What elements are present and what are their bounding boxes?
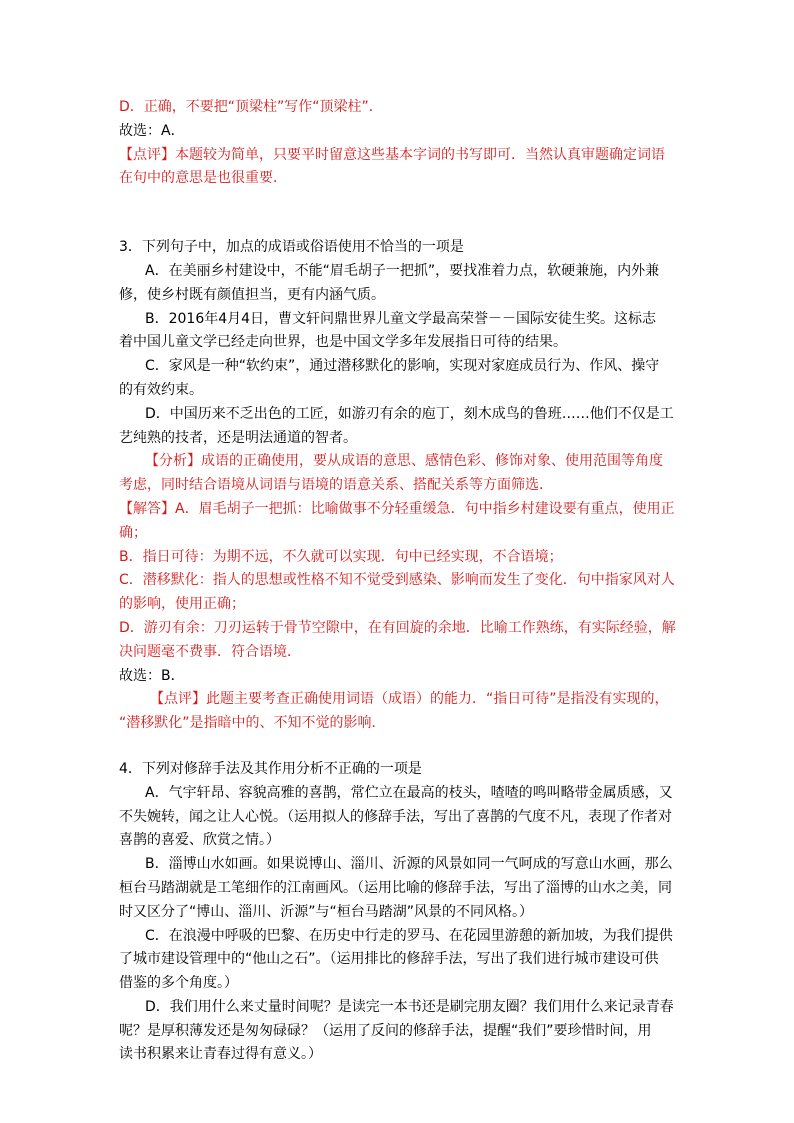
q3-option-a-line-2: 修，使乡村既有颜值担当，更有内涵气质。 — [119, 286, 385, 303]
q3-solution-a-line-1: 【解答】A．眉毛胡子一把抓：比喻做事不分轻重缓急．句中指乡村建设要有重点，使用正 — [119, 500, 675, 517]
q4-option-b-line-3: 时又区分了“博山、淄川、沂源”与“桓台马踏湖”风景的不同风格。） — [119, 903, 534, 920]
q3-stem: 3．下列句子中，加点的成语或俗语使用不恰当的一项是 — [119, 239, 464, 256]
q3-comment-line-1: 【点评】此题主要考查正确使用词语（成语）的能力．“指日可待”是指没有实现的， — [150, 691, 669, 708]
q4-option-d-line-3: 读书积累来让青春过得有意义。） — [119, 1046, 322, 1063]
q3-option-b-line-1: B．2016年4月4日，曹文轩问鼎世界儿童文学最高荣誉－－国际安徒生奖。这标志 — [145, 310, 657, 327]
q3-solution-b: B．指日可待：为期不远，不久就可以实现．句中已经实现，不合语境； — [119, 548, 563, 565]
q3-option-a-line-1: A．在美丽乡村建设中，不能“眉毛胡子一把抓”，要找准着力点，软硬兼施，内外兼 — [145, 262, 660, 279]
prev-answer: 故选：A． — [119, 122, 185, 139]
q3-solution-d-line-2: 决问题毫不费事．符合语境． — [119, 643, 301, 660]
q4-option-c-line-2: 了城市建设管理中的“他山之石”。（运用排比的修辞手法，写出了我们进行城市建设可供 — [119, 951, 659, 968]
q4-option-a-line-1: A．气宇轩昂、容貌高雅的喜鹊，常伫立在最高的枝头，喳喳的鸣叫略带金属质感，又 — [145, 784, 673, 801]
q3-option-b-line-2: 着中国儿童文学已经走向世界，也是中国文学多年发展指日可待的结果。 — [119, 334, 567, 351]
q4-option-c-line-1: C．在浪漫中呼吸的巴黎、在历史中行走的罗马、在花园里游憩的新加坡，为我们提供 — [145, 927, 673, 944]
q4-option-c-line-3: 借鉴的多个角度。） — [119, 975, 238, 992]
q4-option-d-line-1: D．我们用什么来丈量时间呢？是读完一本书还是刷完朋友圈？我们用什么来记录青春 — [145, 998, 674, 1015]
document-page — [119, 96, 679, 1067]
prev-option-d: D．正确，不要把“顶梁柱”写作“顶梁柱”． — [119, 99, 383, 115]
prev-question-tail — [119, 96, 679, 191]
q4-stem: 4．下列对修辞手法及其作用分析不正确的一项是 — [119, 760, 422, 777]
question-4 — [119, 758, 679, 1067]
q3-option-d-line-2: 艺纯熟的技者，还是明法通道的智者。 — [119, 429, 357, 446]
q4-option-b-line-2: 桓台马踏湖就是工笔细作的江南画风。（运用比喻的修辞手法，写出了淄博的山水之美，同 — [119, 879, 672, 896]
q4-option-b-line-1: B．淄博山水如画。如果说博山、淄川、沂源的风景如同一气呵成的写意山水画，那么 — [145, 856, 673, 873]
prev-comment-line-1: 【点评】本题较为简单，只要平时留意这些基本字词的书写即可．当然认真审题确定词语 — [119, 146, 665, 163]
q3-solution-c-line-1: C．潜移默化：指人的思想或性格不知不觉受到感染、影响而发生了变化．句中指家风对人 — [119, 572, 675, 589]
prev-comment-line-2: 在句中的意思是也很重要． — [119, 170, 287, 187]
q4-option-a-line-3: 喜鹊的喜爱、欣赏之情。） — [119, 832, 280, 849]
q4-option-d-line-2: 呢？是厚积薄发还是匆匆碌碌？（运用了反问的修辞手法，提醒“我们”要珍惜时间，用 — [119, 1022, 652, 1039]
q3-solution-a-line-2: 确； — [119, 524, 147, 541]
q3-solution-c-line-2: 的影响，使用正确； — [119, 596, 245, 613]
question-3 — [119, 236, 679, 736]
q3-option-c-line-1: C．家风是一种“软约束”，通过潜移默化的影响，实现对家庭成员行为、作风、操守 — [145, 358, 660, 375]
q3-analysis-line-1: 【分析】成语的正确使用，要从成语的意思、感情色彩、修饰对象、使用范围等角度 — [145, 453, 663, 470]
q3-comment-line-2: “潜移默化”是指暗中的、不知不觉的影响． — [119, 715, 386, 732]
q3-answer: 故选：B． — [119, 667, 185, 684]
q3-solution-d-line-1: D．游刃有余：刀刃运转于骨节空隙中，在有回旋的余地．比喻工作熟练，有实际经验，解 — [119, 619, 676, 636]
q4-option-a-line-2: 不失婉转，闻之让人心悦。（运用拟人的修辞手法，写出了喜鹊的气度不凡，表现了作者对 — [119, 808, 672, 825]
q3-analysis-line-2: 考虑，同时结合语境从词语与语境的语意关系、搭配关系等方面筛选． — [119, 477, 553, 494]
q3-option-d-line-1: D．中国历来不乏出色的工匠，如游刃有余的庖丁，刻木成鸟的鲁班……他们不仅是工 — [145, 405, 674, 422]
q3-option-c-line-2: 的有效约束。 — [119, 381, 203, 398]
